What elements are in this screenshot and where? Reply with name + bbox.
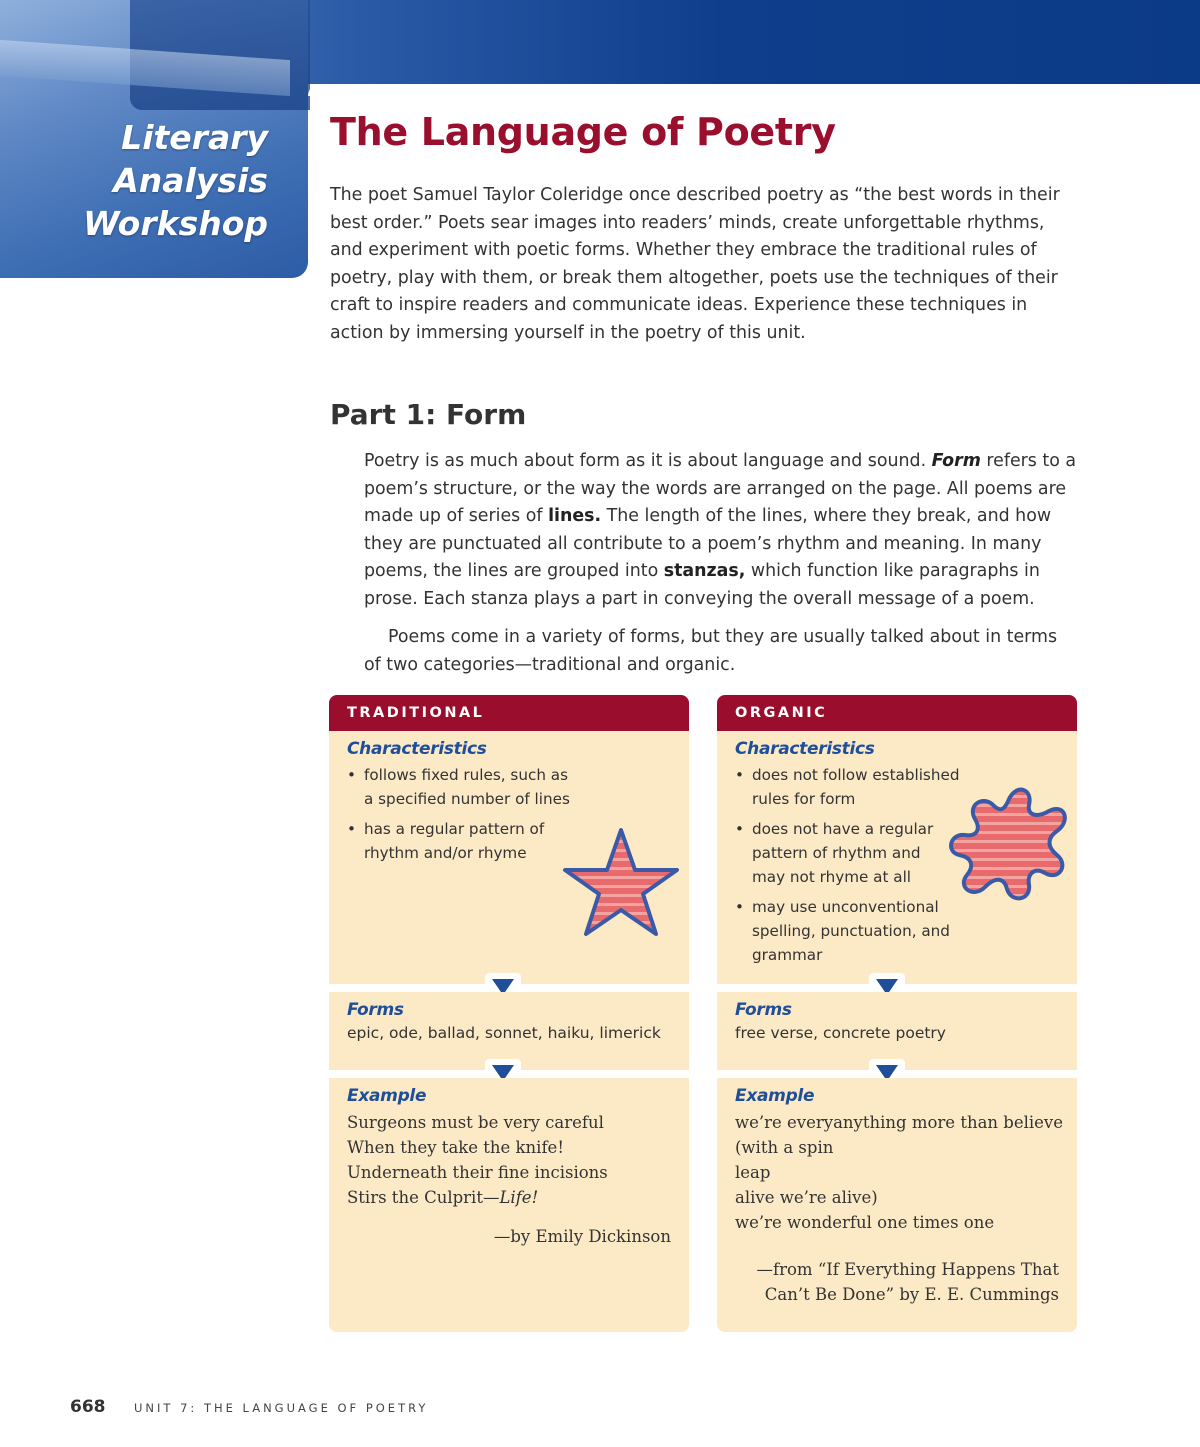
example-poem	[735, 1110, 1064, 1235]
example-label: Example	[347, 1086, 427, 1106]
text-run: Poetry is as much about form as it is about language and sound.	[364, 451, 932, 471]
traditional-header: TRADITIONAL	[329, 695, 689, 731]
characteristics-label: Characteristics	[347, 739, 487, 759]
page-title: The Language of Poetry	[330, 110, 836, 154]
text-run: The length of the lines, where they break, and how they are punctuated all contribute to a poem’s rhythm and meaning. In many poems, the lines are grouped into	[364, 506, 1052, 581]
part-heading: Part 1: Form	[330, 398, 527, 431]
page-number: 668	[70, 1397, 106, 1417]
organic-blob-icon	[947, 781, 1072, 906]
star-icon	[561, 826, 681, 938]
poem-line: we’re wonderful one times one	[735, 1213, 995, 1232]
text-run: refers to a poem’s structure, or the way the words are arranged on the page. All poems are made up of series of	[364, 451, 1077, 526]
section-label-line: Literary	[121, 118, 268, 157]
list-item	[735, 895, 952, 967]
poem-line	[347, 1185, 671, 1210]
poem-line-text: Stirs the Culprit—	[347, 1188, 500, 1207]
organic-characteristics-box	[717, 731, 1077, 984]
poem-line: leap	[735, 1163, 771, 1182]
forms-text: epic, ode, ballad, sonnet, haiku, limerick	[347, 1024, 661, 1042]
organic-header: ORGANIC	[717, 695, 1077, 731]
attribution	[735, 1257, 1059, 1307]
list-item-text: follows fixed rules, such as a specified number of lines	[364, 766, 570, 808]
term-lines: lines.	[548, 506, 602, 526]
term-form: Form	[931, 451, 981, 471]
forms-label: Forms	[347, 1000, 404, 1020]
forms-text: free verse, concrete poetry	[735, 1024, 946, 1042]
list-item-text: does not have a regular pattern of rhythm and may not rhyme at all	[752, 820, 934, 886]
section-label-line: Analysis	[113, 161, 268, 200]
forms-label: Forms	[735, 1000, 792, 1020]
organic-column	[717, 695, 1077, 1332]
intro-paragraph: The poet Samuel Taylor Coleridge once described poetry as “the best words in their best order.” Poets sear images into readers’ minds, create unforgettable rhythms, and experiment with poetic forms. Whether they embrace the traditional rules of poetry, play with them, or break them altogether, poets use the techniques of their craft to inspire readers and communicate ideas. Experience these techniques in action by immersing yourself in the poetry of this unit.	[330, 185, 1060, 343]
traditional-characteristics-box	[329, 731, 689, 984]
list-item	[735, 763, 977, 811]
example-label: Example	[735, 1086, 815, 1106]
list-item	[347, 817, 564, 865]
poem-line: When they take the knife!	[347, 1138, 564, 1157]
text-run: which function like paragraphs in prose. Each stanza plays a part in conveying the overall message of a poem.	[364, 561, 1040, 609]
traditional-example-box	[329, 1078, 689, 1332]
term-stanzas: stanzas,	[663, 561, 746, 581]
characteristics-label: Characteristics	[735, 739, 875, 759]
poem-line-italic: Life!	[499, 1188, 539, 1207]
categories-paragraph: Poems come in a variety of forms, but they are usually talked about in terms of two categories—traditional and organic.	[364, 627, 1058, 675]
attribution: —by Emily Dickinson	[493, 1227, 671, 1246]
attribution-line: Can’t Be Done” by E. E. Cummings	[764, 1285, 1059, 1304]
poem-line: alive we’re alive)	[735, 1188, 878, 1207]
example-poem	[347, 1110, 671, 1210]
poem-line: Surgeons must be very careful	[347, 1113, 604, 1132]
list-item-text: does not follow established rules for form	[752, 766, 960, 808]
list-item	[347, 763, 579, 811]
attribution-line: —from “If Everything Happens That	[756, 1260, 1059, 1279]
traditional-column	[329, 695, 689, 1332]
page-corner	[308, 84, 1200, 96]
list-item	[735, 817, 942, 889]
form-paragraph	[364, 448, 1079, 613]
running-footer: UNIT 7: THE LANGUAGE OF POETRY	[134, 1401, 429, 1415]
organic-example-box	[717, 1078, 1077, 1332]
list-item-text: has a regular pattern of rhythm and/or rhyme	[364, 820, 545, 862]
section-label-line: Workshop	[83, 204, 268, 243]
poem-line: Underneath their fine incisions	[347, 1163, 608, 1182]
list-item-text: may use unconventional spelling, punctuation, and grammar	[752, 898, 950, 964]
section-label	[83, 116, 268, 245]
poem-line: (with a spin	[735, 1138, 834, 1157]
poem-line: we’re everyanything more than believe	[735, 1113, 1064, 1132]
